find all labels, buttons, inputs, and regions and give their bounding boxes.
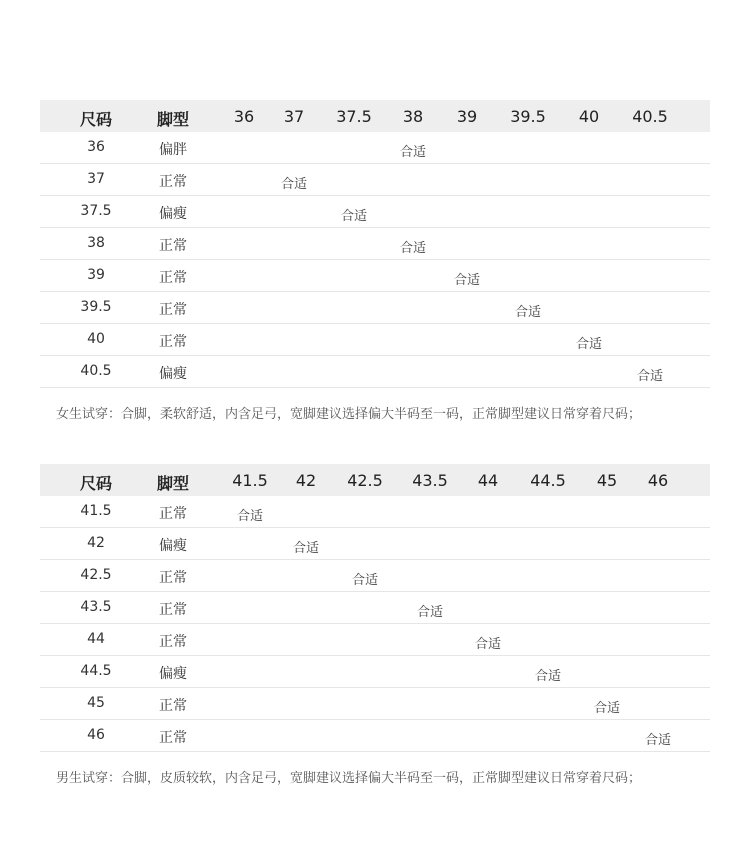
header-size: 尺码 (79, 110, 113, 129)
table-row (40, 592, 710, 624)
header-foot-type: 脚型 (156, 474, 190, 493)
row-size: 42 (87, 535, 105, 551)
row-size: 43.5 (80, 599, 112, 615)
table-header (40, 464, 710, 496)
women-fit-note: 女生试穿：合脚，柔软舒适，内含足弓，宽脚建议选择偏大半码至一码，正常脚型建议日常穿着尺码； (56, 407, 642, 422)
table-row (40, 688, 710, 720)
header-foot-type: 脚型 (156, 110, 190, 129)
table-row (40, 656, 710, 688)
fit-mark: 合适 (280, 177, 308, 192)
header-size-col: 39 (456, 107, 478, 126)
fit-mark: 合适 (644, 733, 672, 748)
row-size: 40.5 (80, 363, 112, 379)
header-size: 尺码 (79, 474, 113, 493)
table-row (40, 560, 710, 592)
table-row (40, 228, 710, 260)
fit-mark: 合适 (292, 541, 320, 556)
header-size-col: 39.5 (510, 107, 546, 126)
row-foot-type: 正常 (159, 174, 187, 190)
row-foot-type: 正常 (159, 506, 187, 522)
table-row (40, 528, 710, 560)
row-size: 38 (87, 235, 105, 251)
fit-mark: 合适 (575, 337, 603, 352)
row-size: 39 (87, 267, 105, 283)
fit-mark: 合适 (636, 369, 664, 384)
men-size-table (40, 464, 710, 752)
fit-mark: 合适 (514, 305, 542, 320)
header-size-col: 36 (233, 107, 255, 126)
row-size: 39.5 (80, 299, 112, 315)
row-foot-type: 偏胖 (159, 142, 187, 158)
header-size-col: 45 (596, 471, 618, 490)
row-size: 44 (87, 631, 105, 647)
fit-mark: 合适 (416, 605, 444, 620)
row-size: 40 (87, 331, 105, 347)
table-row (40, 260, 710, 292)
row-foot-type: 正常 (159, 270, 187, 286)
table-row (40, 196, 710, 228)
header-size-col: 37.5 (336, 107, 372, 126)
header-size-col: 46 (647, 471, 669, 490)
header-size-col: 44.5 (530, 471, 566, 490)
fit-mark: 合适 (534, 669, 562, 684)
fit-mark: 合适 (340, 209, 368, 224)
table-row (40, 292, 710, 324)
row-size: 37 (87, 171, 105, 187)
header-size-col: 44 (477, 471, 499, 490)
header-size-col: 42 (295, 471, 317, 490)
row-size: 46 (87, 727, 105, 743)
fit-mark: 合适 (474, 637, 502, 652)
row-size: 41.5 (80, 503, 112, 519)
row-foot-type: 正常 (159, 334, 187, 350)
table-row (40, 624, 710, 656)
header-size-col: 42.5 (347, 471, 383, 490)
row-size: 37.5 (80, 203, 112, 219)
row-foot-type: 正常 (159, 634, 187, 650)
fit-mark: 合适 (351, 573, 379, 588)
header-size-col: 43.5 (412, 471, 448, 490)
fit-mark: 合适 (399, 241, 427, 256)
men-fit-note: 男生试穿：合脚，皮质较软，内含足弓，宽脚建议选择偏大半码至一码，正常脚型建议日常穿着尺码； (56, 771, 642, 786)
row-foot-type: 正常 (159, 238, 187, 254)
fit-mark: 合适 (236, 509, 264, 524)
row-size: 36 (87, 139, 105, 155)
table-row (40, 720, 710, 752)
row-foot-type: 偏瘦 (159, 366, 187, 382)
header-size-col: 37 (283, 107, 305, 126)
row-size: 44.5 (80, 663, 112, 679)
fit-mark: 合适 (453, 273, 481, 288)
row-size: 45 (87, 695, 105, 711)
fit-mark: 合适 (593, 701, 621, 716)
row-foot-type: 偏瘦 (159, 206, 187, 222)
row-foot-type: 正常 (159, 302, 187, 318)
header-size-col: 38 (402, 107, 424, 126)
row-foot-type: 正常 (159, 730, 187, 746)
table-row (40, 496, 710, 528)
row-foot-type: 正常 (159, 698, 187, 714)
row-foot-type: 偏瘦 (159, 538, 187, 554)
row-size: 42.5 (80, 567, 112, 583)
row-foot-type: 正常 (159, 602, 187, 618)
table-body (40, 496, 710, 752)
row-foot-type: 正常 (159, 570, 187, 586)
women-size-table (40, 100, 710, 388)
table-row (40, 132, 710, 164)
table-row (40, 324, 710, 356)
header-size-col: 40 (578, 107, 600, 126)
fit-mark: 合适 (399, 145, 427, 160)
table-header (40, 100, 710, 132)
table-body (40, 132, 710, 388)
table-row (40, 356, 710, 388)
header-size-col: 41.5 (232, 471, 268, 490)
row-foot-type: 偏瘦 (159, 666, 187, 682)
header-size-col: 40.5 (632, 107, 668, 126)
table-row (40, 164, 710, 196)
